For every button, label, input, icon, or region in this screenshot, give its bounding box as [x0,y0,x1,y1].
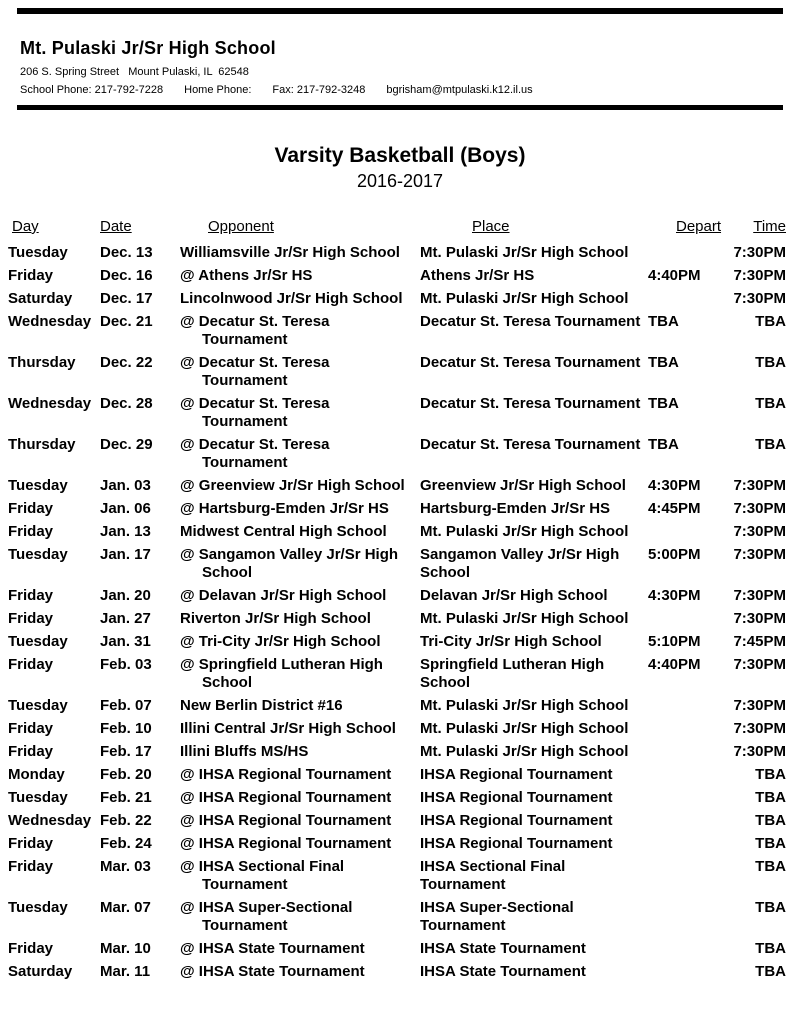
cell-place: Mt. Pulaski Jr/Sr High School [420,743,629,760]
cell-place: IHSA Sectional Final Tournament [420,858,566,893]
cell-day: Friday [8,587,54,604]
cell-time: 7:30PM [733,500,786,517]
cell-time: 7:30PM [733,267,786,284]
cell-opponent: @ Hartsburg-Emden Jr/Sr HS [180,500,389,517]
cell-depart [648,244,732,262]
cell-depart [648,835,732,853]
schedule-row [8,354,800,390]
cell-place: IHSA State Tournament [420,963,586,980]
cell-opponent: @ IHSA Regional Tournament [180,789,392,806]
schedule-row [8,633,800,651]
table-header-row [8,218,800,236]
schedule-row [8,720,800,738]
cell-place: Mt. Pulaski Jr/Sr High School [420,610,629,627]
schedule-row [8,858,800,894]
header-time: Time [753,218,786,235]
cell-date: Jan. 13 [100,523,151,540]
cell-day: Tuesday [8,697,68,714]
cell-place: Decatur St. Teresa Tournament [420,395,641,412]
cell-time: 7:30PM [733,656,786,673]
cell-opponent: Riverton Jr/Sr High School [180,610,371,627]
schedule-row [8,963,800,981]
cell-depart [648,523,732,541]
cell-depart: 4:30PM [648,587,701,604]
cell-depart [648,610,732,628]
cell-place: Greenview Jr/Sr High School [420,477,626,494]
cell-place: Delavan Jr/Sr High School [420,587,608,604]
cell-opponent: @ IHSA State Tournament [180,963,365,980]
cell-time: TBA [755,812,786,829]
cell-date: Mar. 07 [100,899,151,916]
cell-date: Feb. 10 [100,720,152,737]
schedule-row [8,313,800,349]
cell-opponent: @ Decatur St. Teresa Tournament [180,313,330,348]
cell-day: Wednesday [8,395,92,412]
schedule-row [8,743,800,761]
cell-day: Saturday [8,963,73,980]
cell-opponent: Lincolnwood Jr/Sr High School [180,290,403,307]
cell-opponent: Williamsville Jr/Sr High School [180,244,400,261]
cell-date: Mar. 10 [100,940,151,957]
cell-day: Friday [8,523,54,540]
cell-opponent: @ IHSA Super-Sectional Tournament [180,899,353,934]
cell-opponent: @ IHSA Regional Tournament [180,835,392,852]
cell-date: Jan. 27 [100,610,151,627]
cell-time: TBA [755,940,786,957]
cell-place: Decatur St. Teresa Tournament [420,354,641,371]
schedule-document [0,8,800,981]
cell-time: TBA [755,436,786,453]
cell-time: TBA [755,766,786,783]
cell-place: Decatur St. Teresa Tournament [420,436,641,453]
document-title: Varsity Basketball (Boys) [274,144,526,167]
cell-day: Tuesday [8,244,68,261]
cell-date: Feb. 07 [100,697,152,714]
schedule-row [8,290,800,308]
cell-date: Feb. 22 [100,812,152,829]
cell-date: Jan. 31 [100,633,151,650]
schedule-row [8,546,800,582]
cell-day: Tuesday [8,477,68,494]
cell-time: 7:30PM [733,697,786,714]
cell-opponent: Illini Bluffs MS/HS [180,743,309,760]
cell-opponent: @ Decatur St. Teresa Tournament [180,395,330,430]
cell-day: Friday [8,940,54,957]
cell-place: IHSA Regional Tournament [420,835,613,852]
cell-date: Dec. 28 [100,395,153,412]
cell-day: Friday [8,500,54,517]
cell-depart: TBA [648,395,679,412]
cell-place: Mt. Pulaski Jr/Sr High School [420,523,629,540]
schedule-row [8,899,800,935]
schedule-row [8,436,800,472]
cell-time: 7:30PM [733,244,786,261]
cell-date: Dec. 16 [100,267,153,284]
cell-day: Friday [8,610,54,627]
cell-opponent: @ Decatur St. Teresa Tournament [180,354,330,389]
cell-date: Dec. 17 [100,290,153,307]
cell-opponent: Midwest Central High School [180,523,387,540]
cell-opponent: Illini Central Jr/Sr High School [180,720,396,737]
cell-time: 7:30PM [733,720,786,737]
cell-time: 7:30PM [733,610,786,627]
cell-time: TBA [755,313,786,330]
title-block [0,144,800,192]
cell-place: Tri-City Jr/Sr High School [420,633,602,650]
cell-date: Dec. 13 [100,244,153,261]
cell-depart: 4:30PM [648,477,701,494]
cell-time: TBA [755,789,786,806]
schedule-row [8,267,800,285]
cell-depart [648,789,732,807]
cell-day: Tuesday [8,789,68,806]
cell-place: IHSA Super-Sectional Tournament [420,899,574,934]
cell-day: Friday [8,656,54,673]
cell-day: Saturday [8,290,73,307]
header-date: Date [100,218,132,235]
schedule-row [8,812,800,830]
cell-day: Thursday [8,354,76,371]
cell-day: Monday [8,766,65,783]
cell-opponent: @ IHSA Regional Tournament [180,812,392,829]
cell-depart [648,812,732,830]
header-place: Place [472,218,510,235]
cell-time: 7:30PM [733,290,786,307]
cell-date: Jan. 06 [100,500,151,517]
cell-day: Friday [8,743,54,760]
cell-place: IHSA State Tournament [420,940,586,957]
cell-place: Mt. Pulaski Jr/Sr High School [420,290,629,307]
cell-place: Mt. Pulaski Jr/Sr High School [420,697,629,714]
cell-time: 7:30PM [733,477,786,494]
cell-date: Dec. 29 [100,436,153,453]
cell-depart: TBA [648,436,679,453]
schedule-row [8,610,800,628]
school-address: 206 S. Spring Street Mount Pulaski, IL 62548 [20,66,249,78]
cell-place: Athens Jr/Sr HS [420,267,535,284]
schedule-row [8,766,800,784]
cell-place: Mt. Pulaski Jr/Sr High School [420,720,629,737]
cell-day: Tuesday [8,633,68,650]
school-phone: School Phone: 217-792-7228 [20,84,164,96]
schedule-row [8,697,800,715]
cell-opponent: @ Greenview Jr/Sr High School [180,477,405,494]
cell-date: Feb. 24 [100,835,152,852]
cell-opponent: @ Athens Jr/Sr HS [180,267,313,284]
cell-date: Feb. 20 [100,766,152,783]
header-depart: Depart [676,218,722,235]
cell-day: Wednesday [8,812,92,829]
cell-date: Feb. 21 [100,789,152,806]
cell-depart: 4:40PM [648,267,701,284]
cell-depart [648,899,732,935]
cell-date: Mar. 11 [100,963,151,980]
cell-date: Jan. 20 [100,587,151,604]
cell-opponent: @ Springfield Lutheran High School [180,656,383,691]
cell-depart: 4:40PM [648,656,701,673]
cell-place: Springfield Lutheran High School [420,656,605,691]
cell-time: 7:30PM [733,523,786,540]
cell-opponent: @ IHSA State Tournament [180,940,365,957]
schedule-row [8,656,800,692]
top-rule [17,8,783,14]
cell-day: Tuesday [8,546,68,563]
cell-day: Friday [8,835,54,852]
schedule-row [8,477,800,495]
schedule-table [8,218,800,981]
cell-depart: 4:45PM [648,500,701,517]
cell-place: IHSA Regional Tournament [420,812,613,829]
schedule-row [8,789,800,807]
cell-day: Friday [8,720,54,737]
cell-time: 7:30PM [733,743,786,760]
cell-date: Feb. 17 [100,743,152,760]
schedule-row [8,835,800,853]
cell-depart: 5:10PM [648,633,701,650]
cell-depart: TBA [648,354,679,371]
table-body [8,244,800,981]
cell-place: Mt. Pulaski Jr/Sr High School [420,244,629,261]
cell-time: 7:30PM [733,587,786,604]
cell-depart: TBA [648,313,679,330]
home-phone: Home Phone: [184,84,252,96]
cell-day: Wednesday [8,313,92,330]
header-opponent: Opponent [208,218,274,235]
header-day: Day [12,218,39,235]
cell-opponent: @ IHSA Regional Tournament [180,766,392,783]
cell-opponent: @ Sangamon Valley Jr/Sr High School [180,546,399,581]
schedule-row [8,244,800,262]
cell-date: Mar. 03 [100,858,151,875]
cell-place: IHSA Regional Tournament [420,766,613,783]
cell-time: TBA [755,395,786,412]
cell-depart [648,963,732,981]
email-address: bgrisham@mtpulaski.k12.il.us [386,84,533,96]
header-rule [17,105,783,110]
cell-date: Jan. 17 [100,546,151,563]
school-name: Mt. Pulaski Jr/Sr High School [20,38,276,58]
schedule-row [8,587,800,605]
cell-date: Dec. 22 [100,354,153,371]
cell-day: Friday [8,267,54,284]
school-header [0,38,800,96]
cell-date: Jan. 03 [100,477,151,494]
cell-depart [648,743,732,761]
cell-opponent: @ Tri-City Jr/Sr High School [180,633,381,650]
cell-day: Thursday [8,436,76,453]
cell-time: TBA [755,354,786,371]
schedule-row [8,523,800,541]
cell-place: Decatur St. Teresa Tournament [420,313,641,330]
cell-depart [648,940,732,958]
season-label: 2016-2017 [356,171,444,191]
cell-day: Tuesday [8,899,68,916]
cell-time: TBA [755,835,786,852]
cell-depart [648,858,732,894]
schedule-row [8,500,800,518]
cell-depart: 5:00PM [648,546,701,563]
cell-date: Feb. 03 [100,656,152,673]
fax-number: Fax: 217-792-3248 [272,84,366,96]
cell-opponent: @ IHSA Sectional Final Tournament [180,858,345,893]
cell-depart [648,766,732,784]
cell-depart [648,697,732,715]
cell-time: TBA [755,963,786,980]
cell-day: Friday [8,858,54,875]
cell-depart [648,720,732,738]
cell-place: IHSA Regional Tournament [420,789,613,806]
school-contact-line [20,84,800,96]
cell-time: TBA [755,858,786,875]
cell-date: Dec. 21 [100,313,153,330]
cell-opponent: New Berlin District #16 [180,697,343,714]
schedule-row [8,395,800,431]
cell-opponent: @ Delavan Jr/Sr High School [180,587,387,604]
cell-time: 7:30PM [733,546,786,563]
cell-time: TBA [755,899,786,916]
schedule-row [8,940,800,958]
cell-place: Sangamon Valley Jr/Sr High School [420,546,620,581]
cell-depart [648,290,732,308]
cell-opponent: @ Decatur St. Teresa Tournament [180,436,330,471]
cell-place: Hartsburg-Emden Jr/Sr HS [420,500,611,517]
cell-time: 7:45PM [733,633,786,650]
